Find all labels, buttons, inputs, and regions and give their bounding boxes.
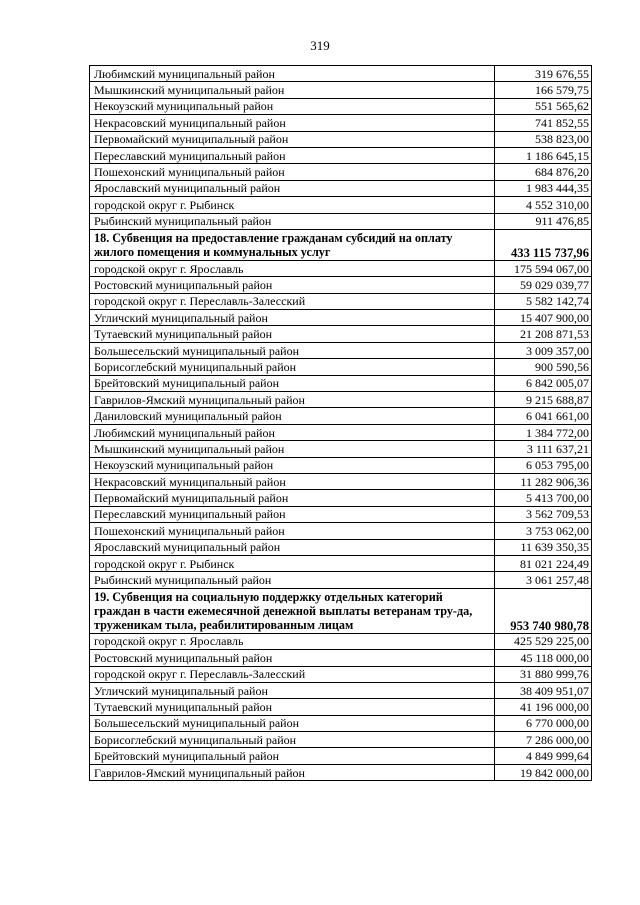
municipality-name: Угличский муниципальный район [90,310,495,326]
municipality-name: городской округ г. Рыбинск [90,555,495,571]
amount-cell: 45 118 000,00 [495,650,592,666]
municipality-name: Мышкинский муниципальный район [90,441,495,457]
amount-cell: 11 639 350,35 [495,539,592,555]
amount-cell: 6 041 661,00 [495,408,592,424]
municipality-name: Некрасовский муниципальный район [90,473,495,489]
amount-cell: 1 983 444,35 [495,180,592,196]
municipality-name: Пошехонский муниципальный район [90,164,495,180]
amount-cell: 319 676,55 [495,66,592,82]
table-row [90,277,592,293]
municipality-name: Некоузский муниципальный район [90,457,495,473]
section-header-row [90,229,592,260]
table-row [90,764,592,780]
amount-cell: 15 407 900,00 [495,310,592,326]
municipality-name: Ярославский муниципальный район [90,180,495,196]
municipality-name: Первомайский муниципальный район [90,131,495,147]
section-title: 18. Субвенция на предоставление гражданам субсидий на оплату жилого помещения и коммунальных услуг [90,229,495,260]
amount-cell: 175 594 067,00 [495,260,592,276]
table-row [90,375,592,391]
amount-cell: 31 880 999,76 [495,666,592,682]
table-row [90,147,592,163]
table-row [90,699,592,715]
table-row [90,66,592,82]
section-total: 433 115 737,96 [495,229,592,260]
municipality-name: Рыбинский муниципальный район [90,213,495,229]
amount-cell: 1 186 645,15 [495,147,592,163]
table-row [90,666,592,682]
municipality-name: Ярославский муниципальный район [90,539,495,555]
municipality-name: Любимский муниципальный район [90,66,495,82]
amount-cell: 5 582 142,74 [495,293,592,309]
amount-cell: 166 579,75 [495,82,592,98]
municipality-name: Тутаевский муниципальный район [90,699,495,715]
municipality-name: Большесельский муниципальный район [90,342,495,358]
amount-cell: 6 053 795,00 [495,457,592,473]
municipality-name: Брейтовский муниципальный район [90,748,495,764]
municipality-name: Любимский муниципальный район [90,424,495,440]
municipality-name: Даниловский муниципальный район [90,408,495,424]
table-row [90,490,592,506]
municipality-name: Борисоглебский муниципальный район [90,732,495,748]
amount-cell: 3 009 357,00 [495,342,592,358]
amount-cell: 11 282 906,36 [495,473,592,489]
amount-cell: 59 029 039,77 [495,277,592,293]
municipality-name: Ростовский муниципальный район [90,650,495,666]
table-row [90,310,592,326]
amount-cell: 684 876,20 [495,164,592,180]
municipality-name: Большесельский муниципальный район [90,715,495,731]
amount-cell: 21 208 871,53 [495,326,592,342]
table-row [90,732,592,748]
table-row [90,441,592,457]
table-row [90,359,592,375]
municipality-name: Переславский муниципальный район [90,147,495,163]
subvention-table [89,65,592,781]
table-row [90,342,592,358]
table-row [90,98,592,114]
amount-cell: 38 409 951,07 [495,682,592,698]
amount-cell: 900 590,56 [495,359,592,375]
municipality-name: Первомайский муниципальный район [90,490,495,506]
amount-cell: 5 413 700,00 [495,490,592,506]
amount-cell: 7 286 000,00 [495,732,592,748]
municipality-name: Некоузский муниципальный район [90,98,495,114]
municipality-name: Мышкинский муниципальный район [90,82,495,98]
amount-cell: 551 565,62 [495,98,592,114]
table-row [90,131,592,147]
amount-cell: 19 842 000,00 [495,764,592,780]
municipality-name: Некрасовский муниципальный район [90,115,495,131]
table-row [90,506,592,522]
table-row [90,260,592,276]
municipality-name: Гаврилов-Ямский муниципальный район [90,392,495,408]
table-row [90,115,592,131]
amount-cell: 538 823,00 [495,131,592,147]
amount-cell: 9 215 688,87 [495,392,592,408]
table-row [90,392,592,408]
table-body [90,66,592,781]
table-row [90,197,592,213]
table-row [90,180,592,196]
amount-cell: 4 849 999,64 [495,748,592,764]
municipality-name: городской округ г. Рыбинск [90,197,495,213]
table-row [90,523,592,539]
municipality-name: Угличский муниципальный район [90,682,495,698]
section-header-row [90,588,592,633]
amount-cell: 1 384 772,00 [495,424,592,440]
table-row [90,457,592,473]
table-row [90,715,592,731]
table-row [90,424,592,440]
table-row [90,473,592,489]
amount-cell: 81 021 224,49 [495,555,592,571]
amount-cell: 6 770 000,00 [495,715,592,731]
amount-cell: 911 476,85 [495,213,592,229]
table-row [90,164,592,180]
amount-cell: 425 529 225,00 [495,633,592,649]
table-row [90,633,592,649]
amount-cell: 3 562 709,53 [495,506,592,522]
table-row [90,555,592,571]
municipality-name: городской округ г. Ярославль [90,633,495,649]
municipality-name: Переславский муниципальный район [90,506,495,522]
municipality-name: Тутаевский муниципальный район [90,326,495,342]
table-row [90,539,592,555]
table-row [90,293,592,309]
municipality-name: Пошехонский муниципальный район [90,523,495,539]
municipality-name: Брейтовский муниципальный район [90,375,495,391]
municipality-name: городской округ г. Ярославль [90,260,495,276]
section-total: 953 740 980,78 [495,588,592,633]
table-row [90,748,592,764]
amount-cell: 4 552 310,00 [495,197,592,213]
table-row [90,572,592,588]
amount-cell: 3 111 637,21 [495,441,592,457]
municipality-name: городской округ г. Переславль-Залесский [90,666,495,682]
table-row [90,213,592,229]
table-row [90,408,592,424]
amount-cell: 41 196 000,00 [495,699,592,715]
municipality-name: городской округ г. Переславль-Залесский [90,293,495,309]
table-row [90,326,592,342]
amount-cell: 6 842 005,07 [495,375,592,391]
section-title: 19. Субвенция на социальную поддержку отдельных категорий граждан в части ежемесячной денежной выплаты ветеранам тру-да, труженикам тыла, реабилитированным лицам [90,588,495,633]
amount-cell: 741 852,55 [495,115,592,131]
municipality-name: Рыбинский муниципальный район [90,572,495,588]
municipality-name: Гаврилов-Ямский муниципальный район [90,764,495,780]
amount-cell: 3 061 257,48 [495,572,592,588]
municipality-name: Ростовский муниципальный район [90,277,495,293]
page-number: 319 [310,38,330,53]
municipality-name: Борисоглебский муниципальный район [90,359,495,375]
table-row [90,682,592,698]
amount-cell: 3 753 062,00 [495,523,592,539]
table-row [90,650,592,666]
table-row [90,82,592,98]
